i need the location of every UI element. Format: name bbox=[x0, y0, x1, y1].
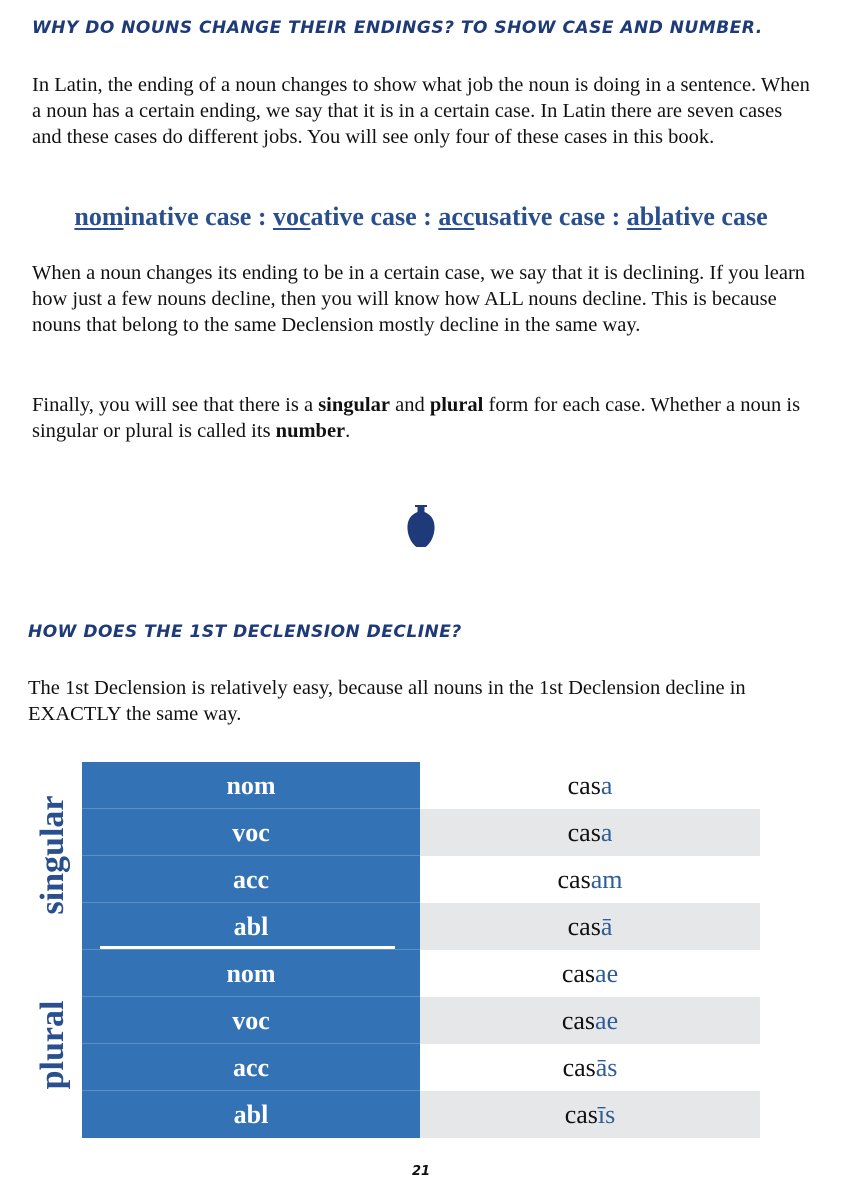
case-label: voc bbox=[82, 997, 420, 1044]
intro-paragraph: In Latin, the ending of a noun changes to show what job the noun is doing in a sentence. When a noun has a certain ending, we say that it is in a certain case. In Latin there are seven cases and these cases do different jobs. You will see only four of these cases in this book. bbox=[32, 74, 810, 148]
noun-ending: ae bbox=[595, 1006, 619, 1035]
table-row bbox=[82, 762, 760, 809]
noun-form: casā bbox=[420, 903, 760, 950]
case-label: abl bbox=[82, 903, 420, 950]
table-row bbox=[82, 903, 760, 950]
noun-form: casam bbox=[557, 865, 623, 894]
noun-form: casīs bbox=[420, 1091, 760, 1138]
term-plural: plural bbox=[429, 394, 484, 416]
case-label: nom bbox=[82, 762, 420, 809]
noun-ending: ās bbox=[595, 1053, 618, 1082]
table-row bbox=[82, 809, 760, 856]
section-heading-declension: HOW DOES THE 1ST DECLENSION DECLINE? bbox=[28, 622, 462, 642]
declension-table bbox=[82, 762, 760, 1138]
noun-ending: ae bbox=[595, 959, 619, 988]
case-list bbox=[0, 202, 842, 232]
noun-form: casa bbox=[567, 771, 613, 800]
noun-ending: a bbox=[600, 771, 613, 800]
table-row bbox=[82, 997, 760, 1044]
case-label: nom bbox=[82, 950, 420, 997]
number-paragraph: Finally, you will see that there is a singular and plural form for each case. Whether a noun is singular or plural is called its number. bbox=[32, 394, 801, 442]
section-heading-cases: WHY DO NOUNS CHANGE THEIR ENDINGS? TO SHOW CASE AND NUMBER. bbox=[32, 18, 763, 38]
noun-form: casās bbox=[562, 1053, 618, 1082]
case-label: abl bbox=[82, 1091, 420, 1138]
noun-form: casae bbox=[561, 959, 619, 988]
singular-label: singular bbox=[34, 795, 71, 915]
noun-ending: am bbox=[590, 865, 623, 894]
case-ablative: ablative case bbox=[626, 202, 768, 231]
declension-paragraph: The 1st Declension is relatively easy, because all nouns in the 1st Declension decline in EXACTLY the same way. bbox=[28, 677, 746, 725]
case-label: acc bbox=[82, 1044, 420, 1091]
noun-ending: a bbox=[600, 818, 613, 847]
vase-icon bbox=[406, 504, 436, 548]
table-row bbox=[82, 1044, 760, 1091]
noun-form: casae bbox=[420, 997, 760, 1044]
table-row bbox=[82, 950, 760, 997]
case-nominative: nominative case bbox=[74, 202, 252, 231]
table-row bbox=[82, 1091, 760, 1138]
case-accusative: accusative case bbox=[438, 202, 606, 231]
noun-ending: ā bbox=[600, 912, 613, 941]
case-label: acc bbox=[82, 856, 420, 903]
case-label: voc bbox=[82, 809, 420, 856]
table-row bbox=[82, 856, 760, 903]
term-number: number bbox=[275, 420, 346, 442]
case-vocative: vocative case bbox=[272, 202, 417, 231]
page-number: 21 bbox=[411, 1164, 431, 1179]
case-separator: : bbox=[605, 202, 627, 231]
case-separator: : bbox=[416, 202, 439, 231]
plural-label: plural bbox=[34, 1000, 71, 1090]
case-separator: : bbox=[251, 202, 273, 231]
noun-form: casa bbox=[420, 809, 760, 856]
noun-ending: īs bbox=[597, 1100, 616, 1129]
term-singular: singular bbox=[318, 394, 390, 416]
singular-plural-divider bbox=[100, 946, 395, 949]
declining-paragraph: When a noun changes its ending to be in a certain case, we say that it is declining. If you learn how just a few nouns decline, then you will know how ALL nouns decline. This is because nouns that belong to the same Declension mostly decline in the same way. bbox=[32, 262, 806, 336]
